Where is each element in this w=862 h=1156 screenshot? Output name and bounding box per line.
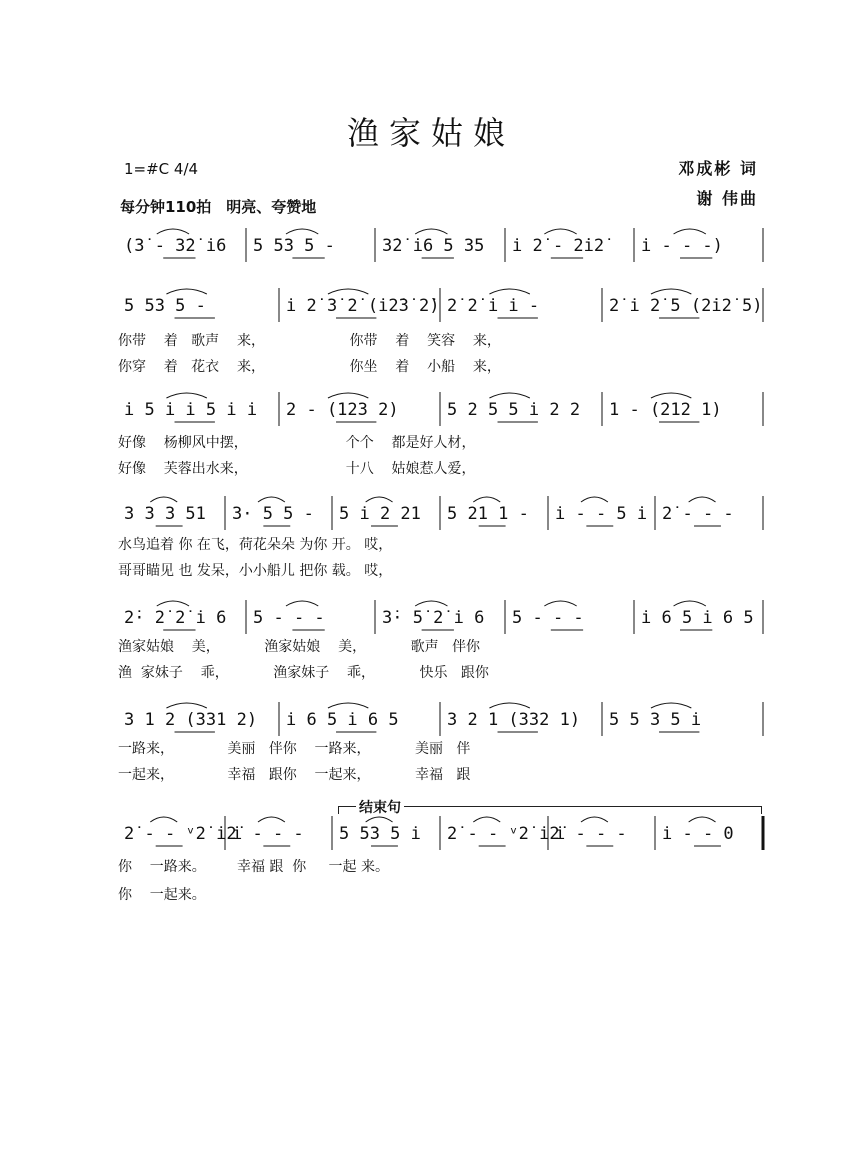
- music-line: [118, 820, 764, 860]
- ending-bracket-end: [761, 806, 762, 814]
- lyric-line: 好像 杨柳风中摆， 个个 都是好人材，: [118, 435, 476, 451]
- measure: 3 2 1 (332 1): [447, 710, 581, 730]
- measure: 5 53 5 -: [124, 296, 206, 316]
- measure: 5 - - -: [512, 608, 584, 628]
- music-line: [118, 396, 764, 436]
- measure: 3̇2̇ i̇6 5 35: [382, 236, 485, 256]
- lyricist-credit: 邓成彬 词: [678, 159, 758, 178]
- measure: i̇ - - -): [641, 236, 723, 256]
- measure: 2̇· 2̇ 2̇ i̇ 6: [124, 608, 227, 628]
- measure: i̇ - - 0: [662, 824, 734, 844]
- lyric-line: 渔家姑娘 美， 渔家姑娘 美， 歌声 伴你: [118, 639, 480, 655]
- lyric-line: 一路来， 美丽 伴你 一路来， 美丽 伴: [118, 741, 471, 757]
- measure: 5 53 5 -: [253, 236, 335, 256]
- lyric-line: 你 一路来。 幸福 跟 你 一起 来。: [118, 859, 390, 875]
- lyric-line: 你 一起来。: [118, 887, 206, 903]
- measure: 5 21 1 -: [447, 504, 529, 524]
- measure: i̇ 6 5 i̇ 6 5: [286, 710, 399, 730]
- lyric-line: 水鸟追着 你 在飞，荷花朵朵 为你 开。 哎，: [118, 537, 393, 553]
- measure: i̇ 6 5 i̇ 6 5: [641, 608, 754, 628]
- lyric-line: 你穿 着 花衣 来， 你坐 着 小船 来，: [118, 359, 501, 375]
- measure: 2 - (123 2): [286, 400, 399, 420]
- measure: 2̇ 2̇ i̇ i̇ -: [447, 296, 540, 316]
- measure: 5 i̇ 2 21: [339, 504, 421, 524]
- ending-label: 结束句: [356, 797, 404, 817]
- measure: 2̇ - - ᵛ2̇ i̇2̇: [447, 824, 560, 844]
- lyric-line: 一起来， 幸福 跟你 一起来， 幸福 跟: [118, 767, 471, 783]
- measure: 2̇ - - ᵛ2̇ i̇2̇: [124, 824, 237, 844]
- ending-bracket-start: [338, 806, 339, 814]
- lyric-line: 哥哥瞄见 也 发呆，小小船儿 把你 载。 哎，: [118, 563, 393, 579]
- measure: i̇ - - 5 i̇: [555, 504, 648, 524]
- measure: (3̇ - 3̇2̇ i̇6: [124, 236, 227, 256]
- measure: i̇ 2̇ - 2̇i̇2̇: [512, 236, 605, 256]
- measure: i̇ 2̇ 3̇ 2̇ (i̇2̇3̇ 2̇): [286, 296, 440, 316]
- measure: 2̇ - - -: [662, 504, 734, 524]
- measure: 1 - (212 1): [609, 400, 722, 420]
- tempo-marking: 每分钟110拍 明亮、夸赞地: [120, 198, 317, 216]
- measure: 5 53 5 i̇: [339, 824, 421, 844]
- composer-credit: 谢 伟曲: [696, 189, 758, 208]
- lyric-line: 渔 家妹子 乖， 渔家妹子 乖， 快乐 跟你: [118, 665, 489, 681]
- measure: 3̇· 5̇ 2̇ i̇ 6: [382, 608, 485, 628]
- measure: 3 1 2 (331 2): [124, 710, 258, 730]
- lyric-line: 你带 着 歌声 来， 你带 着 笑容 来，: [118, 333, 501, 349]
- measure: i̇ - - -: [555, 824, 627, 844]
- measure: 5 5 3 5 i̇: [609, 710, 702, 730]
- measure: 2̇ i̇ 2̇ 5 (2̇i̇2̇ 5): [609, 296, 763, 316]
- measure: i̇ - - -: [232, 824, 304, 844]
- key-signature: 1=#C 4/4: [124, 160, 199, 178]
- measure: 3· 5 5 -: [232, 504, 314, 524]
- measure: 5 - - -: [253, 608, 325, 628]
- song-title: 渔家姑娘: [346, 114, 515, 152]
- measure: 5 2 5 5 i̇ 2 2: [447, 400, 581, 420]
- measure: 3 3 3 51: [124, 504, 206, 524]
- music-line: [118, 292, 764, 332]
- lyric-line: 好像 芙蓉出水来， 十八 姑娘惹人爱，: [118, 461, 476, 477]
- measure: i̇ 5 i̇ i̇ 5 i̇ i̇: [124, 400, 258, 420]
- music-line: [118, 232, 764, 272]
